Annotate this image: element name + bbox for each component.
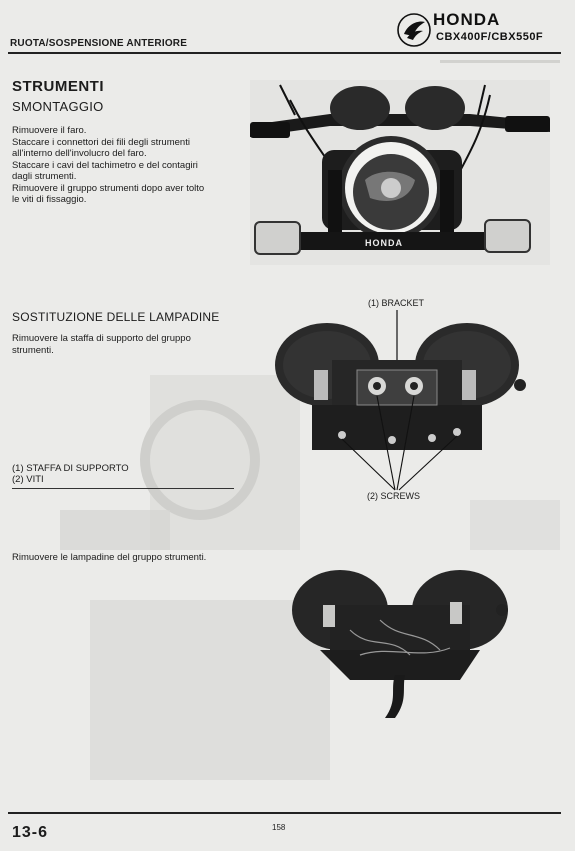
bracket-removal-instructions xyxy=(12,333,242,356)
honda-wing-logo xyxy=(396,12,432,48)
bulb-removal-instruction: Rimuovere le lampadine del gruppo strumenti. xyxy=(12,552,207,563)
instruction-line: Staccare i connettori dei fili degli strumenti xyxy=(12,136,190,148)
legend-divider xyxy=(12,488,234,489)
section-title: RUOTA/SOSPENSIONE ANTERIORE xyxy=(10,38,188,49)
instruction-line: strumenti. xyxy=(12,344,54,356)
instruction-line: Staccare i cavi del tachimetro e del contagiri xyxy=(12,159,198,171)
instrument-bulbs-photo xyxy=(290,560,515,720)
instruction-line: dagli strumenti. xyxy=(12,171,77,182)
instruction-line: Rimuovere la staffa di supporto del gruppo xyxy=(12,333,191,344)
instrument-bracket-photo xyxy=(272,310,532,495)
legend-item: (1) STAFFA DI SUPPORTO xyxy=(12,463,129,474)
headlight-honda-badge: HONDA xyxy=(365,238,403,248)
screws-callout-label: (2) SCREWS xyxy=(367,491,421,501)
model-names: CBX400F/CBX550F xyxy=(436,31,544,43)
brand-name: HONDA xyxy=(433,10,501,29)
page-number: 13-6 xyxy=(12,824,49,841)
smontaggio-subheading: SMONTAGGIO xyxy=(12,99,104,114)
footer-divider xyxy=(8,812,561,814)
legend-item: (2) VITI xyxy=(12,474,44,485)
instruction-line: all'interno dell'involucro del faro. xyxy=(12,148,147,159)
bulb-replacement-heading: SOSTITUZIONE DELLE LAMPADINE xyxy=(12,310,220,324)
instruction-line: Rimuovere il gruppo strumenti dopo aver tolto xyxy=(12,182,205,194)
strumenti-heading: STRUMENTI xyxy=(12,78,104,95)
removal-instructions xyxy=(12,125,242,206)
headlight-handlebar-photo xyxy=(250,80,550,265)
instruction-line: le viti di fissaggio. xyxy=(12,194,87,205)
header-divider xyxy=(8,52,561,54)
instruction-line: Rimuovere il faro. xyxy=(12,125,87,136)
footer-code: 158 xyxy=(272,823,286,832)
bracket-callout-label: (1) BRACKET xyxy=(368,298,425,308)
figure-legend xyxy=(12,463,234,485)
